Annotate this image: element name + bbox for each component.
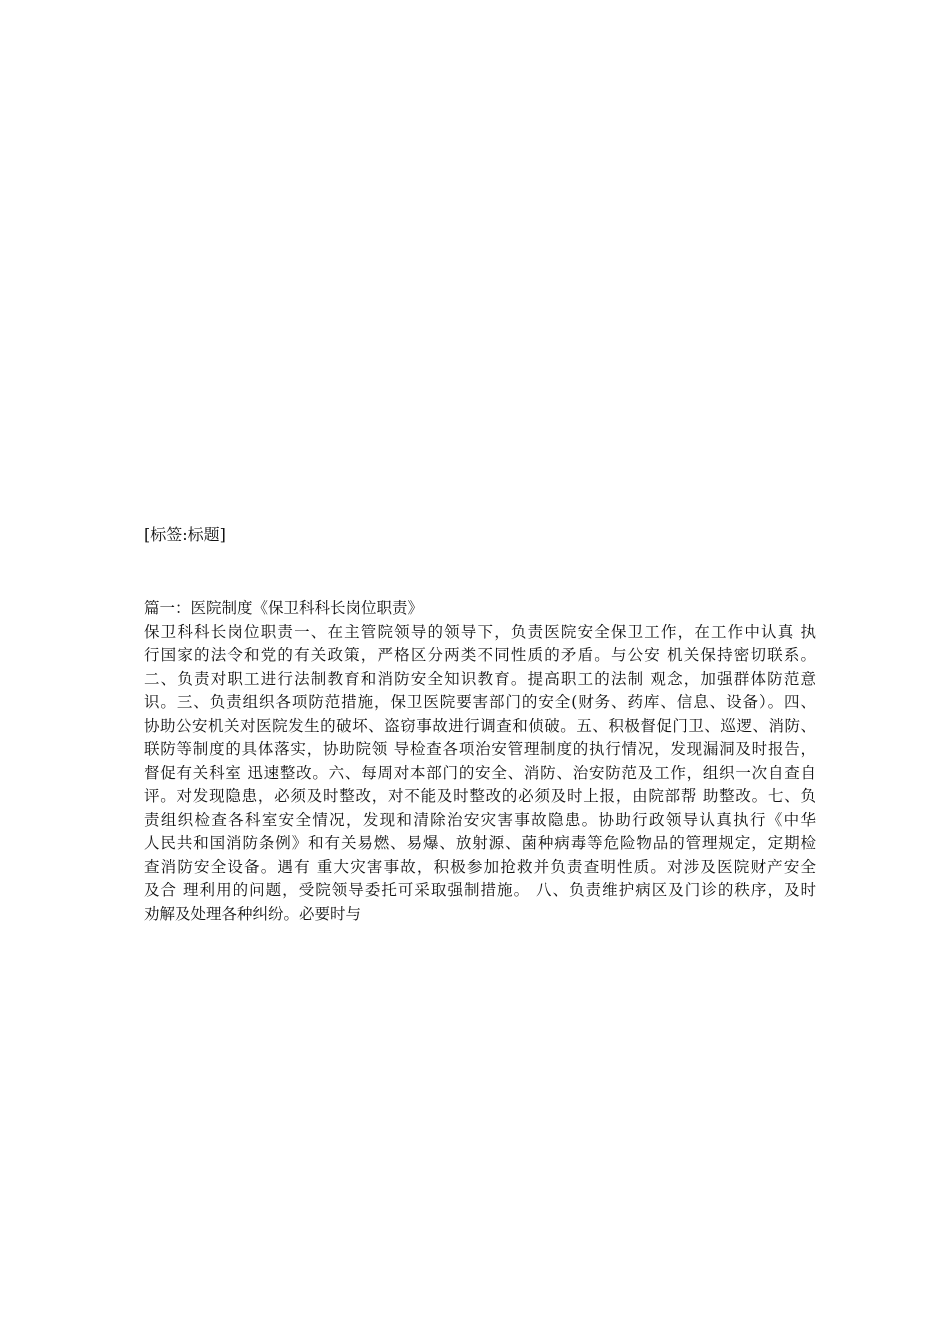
article [144,597,816,926]
body-line: 人民共和国消防条例》和有关易燃、易爆、放射源、菌种病毒等危险物品的管理规定，定期检 [144,834,816,852]
body-line: 保卫科科长岗位职责一、在主管院领导的领导下，负责医院安全保卫工作，在工作中认真 执 [144,622,816,641]
body-line: 行国家的法令和党的有关政策，严格区分两类不同性质的矛盾。与公安 机关保持密切联系。 [144,646,816,664]
body-line: 联防等制度的具体落实，协助院领 导检查各项治安管理制度的执行情况，发现漏洞及时报告， [144,740,816,758]
body-line: 协助公安机关对医院发生的破坏、盗窃事故进行调查和侦破。五、积极督促门卫、巡逻、消防、 [144,716,816,735]
body-line: 评。对发现隐患，必须及时整改，对不能及时整改的必须及时上报，由院部帮 助整改。七、负 [144,787,816,805]
article-title: 篇一：医院制度《保卫科科长岗位职责》 [144,599,424,617]
body-line: 督促有关科室 迅速整改。六、每周对本部门的安全、消防、治安防范及工作，组织一次自查自 [144,763,816,782]
body-line: 识。三、负责组织各项防范措施，保卫医院要害部门的安全(财务、药库、信息、设备）。四、 [144,693,816,711]
body-line: 责组织检查各科室安全情况，发现和清除治安灾害事故隐患。协助行政领导认真执行《中华 [144,810,816,829]
body-line: 及合 理利用的问题，受院领导委托可采取强制措施。 八、负责维护病区及门诊的秩序，及时 [144,881,816,899]
body-line-last: 劝解及处理各种纠纷。必要时与 [144,904,362,923]
body-line: 查消防安全设备。遇有 重大灾害事故，积极参加抢救并负责查明性质。对涉及医院财产安全 [144,857,816,876]
body-line: 二、负责对职工进行法制教育和消防安全知识教育。提高职工的法制 观念，加强群体防范意 [144,669,816,688]
tag-label: [标签:标题] [144,525,226,544]
